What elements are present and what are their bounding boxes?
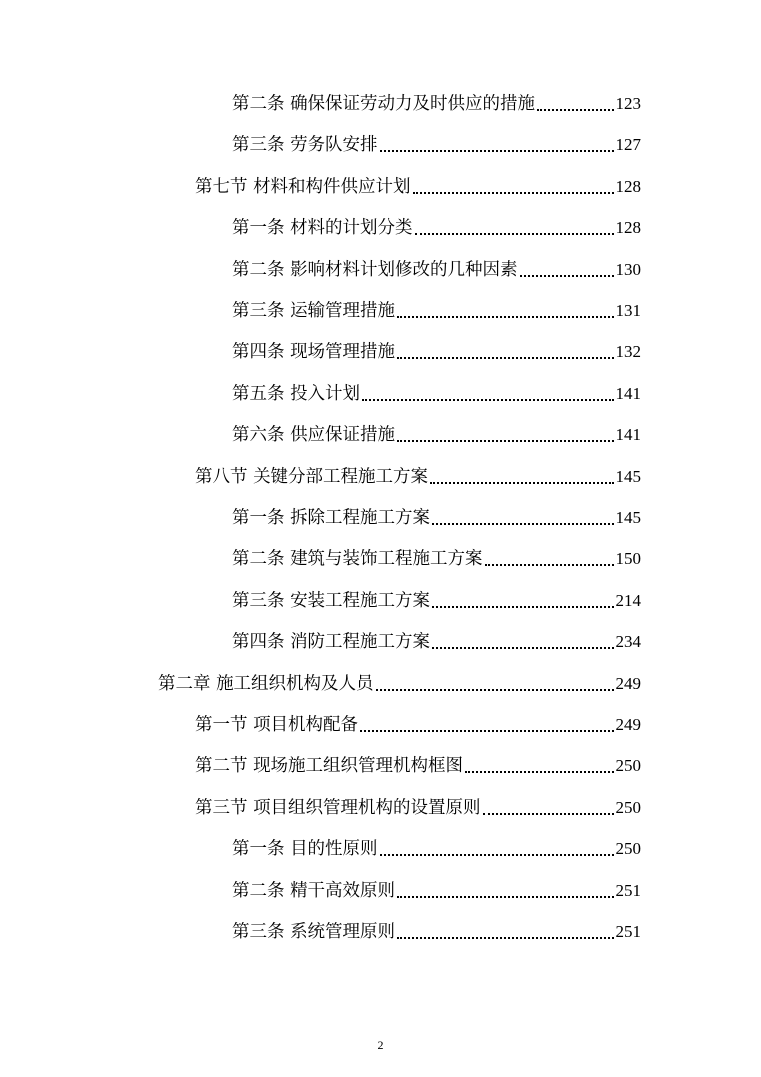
- toc-entry-title: 第六条 供应保证措施: [232, 425, 396, 446]
- toc-entry[interactable]: [195, 793, 641, 823]
- toc-entry-page: 145: [615, 508, 641, 527]
- toc-dot-leader: [397, 917, 613, 947]
- toc-entry[interactable]: [232, 627, 641, 657]
- toc-entry-page: 150: [615, 549, 641, 569]
- toc-entry[interactable]: [232, 89, 641, 119]
- toc-dot-leader: [485, 544, 614, 574]
- toc-entry-title: 第四条 现场管理措施: [232, 342, 396, 363]
- toc-entry-title: 第二条 影响材料计划修改的几种因素: [232, 259, 518, 280]
- toc-entry-title: 第二条 确保保证劳动力及时供应的措施: [232, 94, 536, 114]
- toc-dot-leader: [520, 255, 614, 285]
- toc-entry-title: 第二节 现场施工组织管理机构框图: [195, 756, 464, 777]
- toc-dot-leader: [380, 834, 614, 864]
- toc-entry-page: 250: [615, 797, 641, 817]
- toc-dot-leader: [413, 172, 614, 202]
- toc-entry-page: 132: [615, 342, 641, 362]
- toc-entry[interactable]: [232, 544, 641, 574]
- toc-entry-title: 第三条 系统管理原则: [232, 922, 396, 942]
- toc-entry-page: 234: [615, 632, 641, 652]
- toc-entry-title: 第一条 拆除工程施工方案: [232, 508, 431, 528]
- toc-entry[interactable]: [232, 917, 641, 947]
- toc-entry-page: 249: [615, 715, 641, 734]
- toc-entry[interactable]: [195, 710, 641, 740]
- toc-entry-title: 第四条 消防工程施工方案: [232, 632, 431, 653]
- toc-dot-leader: [397, 337, 613, 367]
- toc-entry-title: 第一条 材料的计划分类: [232, 218, 413, 239]
- toc-entry[interactable]: [195, 172, 641, 202]
- toc-entry-title: 第一条 目的性原则: [232, 839, 378, 860]
- toc-entry[interactable]: [232, 420, 641, 450]
- toc-entry-page: 131: [615, 301, 641, 320]
- toc-entry[interactable]: [232, 586, 641, 616]
- toc-entry-page: 127: [615, 135, 641, 155]
- toc-entry[interactable]: [232, 379, 641, 409]
- toc-entry[interactable]: [232, 503, 641, 533]
- toc-dot-leader: [397, 420, 613, 450]
- toc-entry-title: 第二章 施工组织机构及人员: [158, 673, 374, 694]
- toc-entry-page: 128: [615, 218, 641, 238]
- toc-entry[interactable]: [232, 213, 641, 243]
- toc-entry[interactable]: [195, 751, 641, 781]
- toc-entry-page: 214: [615, 590, 641, 610]
- toc-entry[interactable]: [195, 462, 641, 492]
- toc-entry-page: 130: [615, 259, 641, 279]
- toc-entry[interactable]: [232, 337, 641, 367]
- toc-entry-page: 251: [615, 880, 641, 900]
- toc-dot-leader: [415, 213, 614, 243]
- toc-entry-title: 第三节 项目组织管理机构的设置原则: [195, 797, 481, 818]
- toc-entry-title: 第二条 建筑与装饰工程施工方案: [232, 549, 483, 570]
- toc-dot-leader: [465, 751, 613, 781]
- toc-dot-leader: [376, 669, 614, 699]
- toc-entry-page: 123: [615, 94, 641, 113]
- toc-entry-page: 249: [615, 673, 641, 693]
- toc-entry-page: 141: [615, 383, 641, 403]
- toc-entry[interactable]: [232, 834, 641, 864]
- toc-entry-title: 第一节 项目机构配备: [195, 715, 359, 735]
- toc-entry[interactable]: [158, 669, 641, 699]
- page-number: 2: [377, 1038, 384, 1052]
- toc-dot-leader: [360, 710, 613, 740]
- toc-entry-page: 250: [615, 756, 641, 776]
- toc-dot-leader: [483, 793, 614, 823]
- toc-entry-page: 251: [615, 922, 641, 941]
- toc-dot-leader: [397, 876, 613, 906]
- toc-dot-leader: [537, 89, 613, 119]
- toc-entry[interactable]: [232, 130, 641, 160]
- toc-dot-leader: [432, 586, 613, 616]
- toc-entry-title: 第二条 精干高效原则: [232, 880, 396, 901]
- toc-entry-title: 第五条 投入计划: [232, 383, 361, 404]
- toc-entry[interactable]: [232, 296, 641, 326]
- toc-entry-page: 145: [615, 466, 641, 486]
- toc-entry-title: 第七节 材料和构件供应计划: [195, 176, 411, 197]
- toc-dot-leader: [380, 130, 614, 160]
- toc-entry-page: 250: [615, 839, 641, 859]
- toc-entry-title: 第三条 运输管理措施: [232, 301, 396, 321]
- toc-entry-title: 第三条 安装工程施工方案: [232, 590, 431, 611]
- toc-entry-title: 第八节 关键分部工程施工方案: [195, 466, 429, 487]
- toc-entry[interactable]: [232, 876, 641, 906]
- toc-entry-title: 第三条 劳务队安排: [232, 135, 378, 156]
- toc-dot-leader: [430, 462, 613, 492]
- toc-dot-leader: [397, 296, 613, 326]
- toc-entry[interactable]: [232, 255, 641, 285]
- toc-dot-leader: [432, 503, 613, 533]
- toc-entry-page: 141: [615, 425, 641, 445]
- toc-dot-leader: [432, 627, 613, 657]
- toc-dot-leader: [362, 379, 613, 409]
- toc-entry-page: 128: [615, 176, 641, 196]
